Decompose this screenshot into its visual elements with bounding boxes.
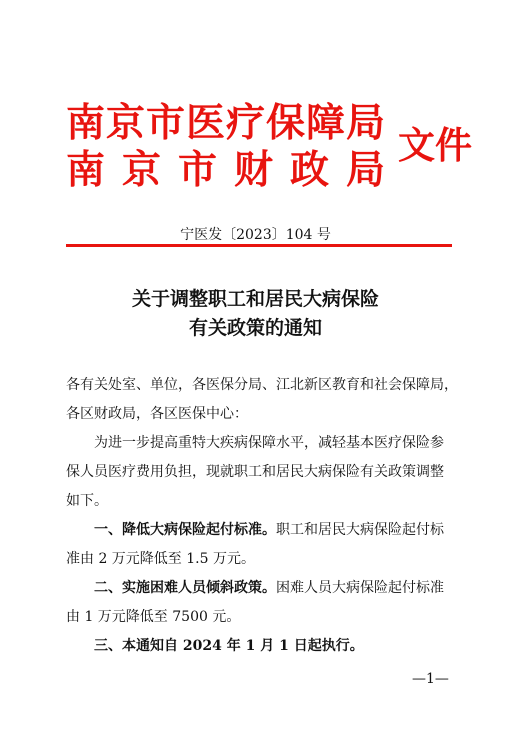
recipients-line-2: 各区财政局，各区医保中心： (66, 406, 248, 422)
document-suffix: 文件 (398, 124, 472, 167)
intro-line-1: 为进一步提高重特大疾病保障水平，减轻基本医疗保险参 (94, 435, 444, 451)
title-line-1: 关于调整职工和居民大病保险 (131, 288, 379, 310)
intro-line-3: 如下。 (66, 493, 108, 509)
item-1-text: 职工和居民大病保险起付标 (276, 522, 444, 538)
title-line-2: 有关政策的通知 (188, 317, 322, 339)
page-number: —1— (412, 671, 449, 687)
item-1-line-2: 准由 2 万元降低至 1.5 万元。 (66, 551, 255, 567)
issuer-line-2: 南京市财政局 (66, 148, 403, 193)
item-1-heading: 一、降低大病保险起付标准。 (94, 522, 276, 538)
red-divider (66, 244, 452, 247)
item-3-heading: 三、本通知自 2024 年 1 月 1 日起执行。 (94, 638, 364, 654)
issuer-line-1: 南京市医疗保障局 (66, 101, 387, 146)
item-2-line-2: 由 1 万元降低至 7500 元。 (66, 609, 241, 625)
intro-line-2: 保人员医疗费用负担，现就职工和居民大病保险有关政策调整 (66, 464, 444, 480)
item-2-text: 困难人员大病保险起付标准 (276, 580, 444, 596)
item-2-line-1 (94, 577, 444, 597)
item-1-line-1 (94, 519, 444, 539)
item-2-heading: 二、实施困难人员倾斜政策。 (94, 580, 276, 596)
recipients-line-1: 各有关处室、单位，各医保分局、江北新区教育和社会保障局， (66, 377, 458, 393)
document-number: 宁医发〔2023〕104 号 (180, 227, 331, 243)
